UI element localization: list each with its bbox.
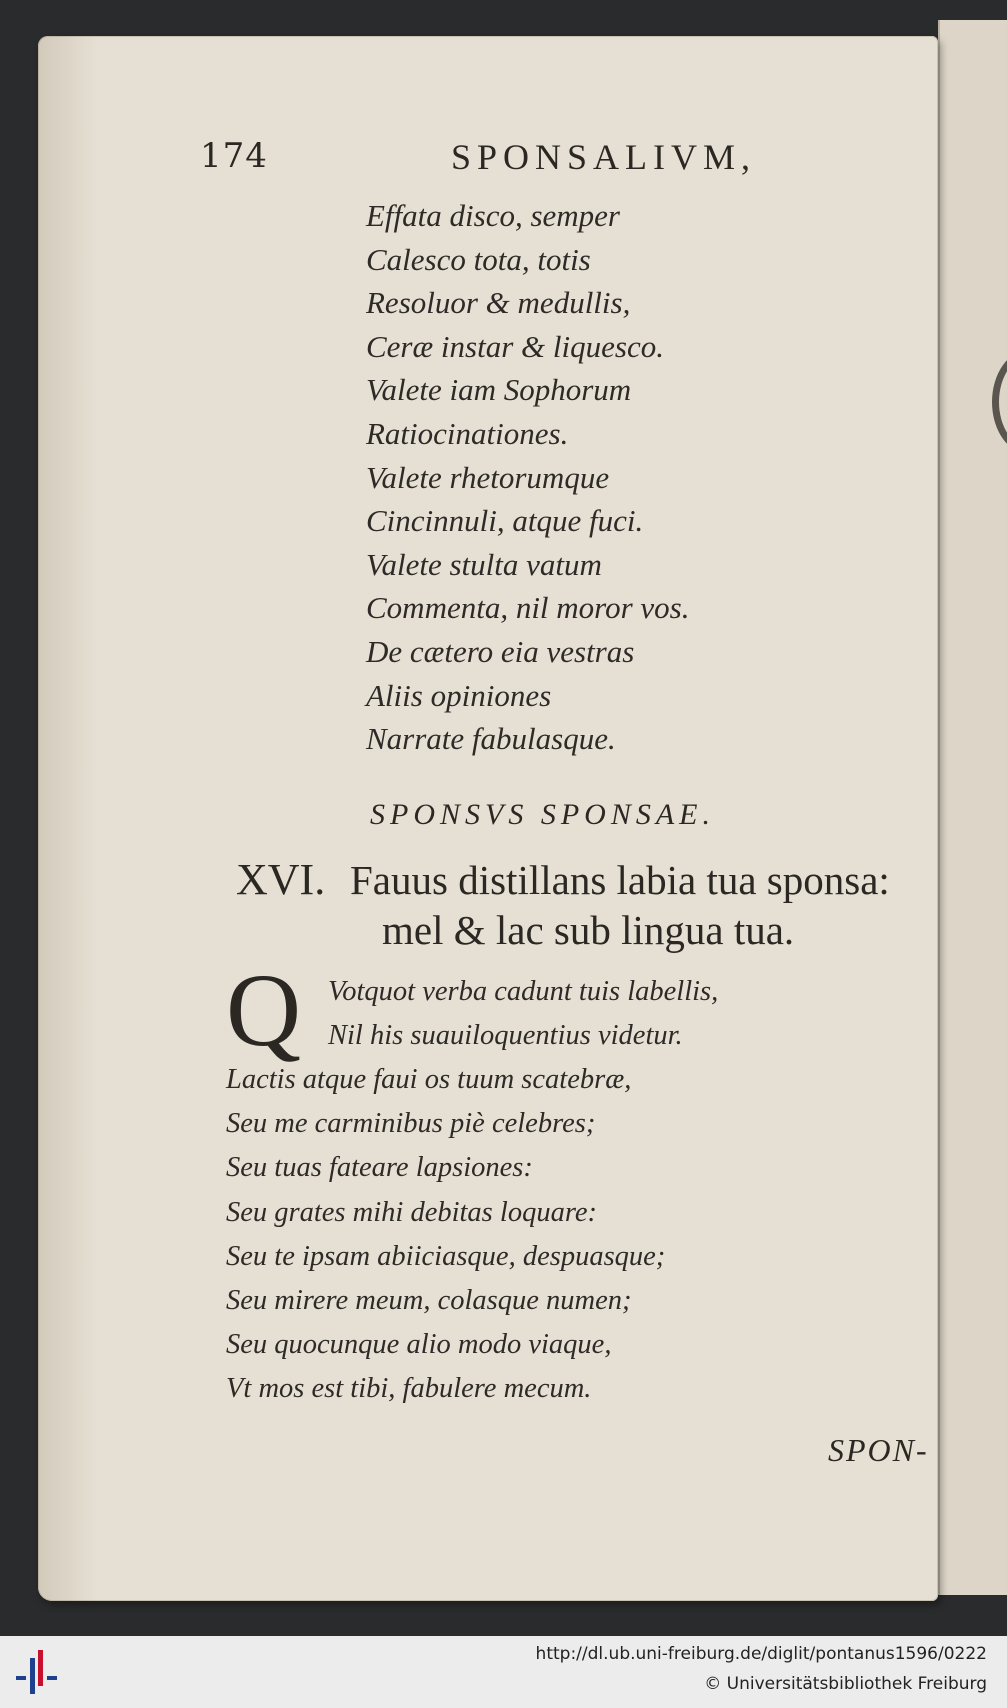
verse-line: Seu te ipsam abiiciasque, despuasque; [226, 1240, 666, 1272]
page-number: 174 [200, 136, 268, 176]
verse-line: Ratiocinationes. [366, 415, 569, 451]
drop-cap: Q [226, 953, 302, 1068]
verse-line: Valete stulta vatum [366, 546, 602, 582]
verse-block-2 [226, 1058, 665, 1412]
footer-bar [0, 1636, 1007, 1708]
running-head [38, 136, 938, 186]
verse-line: Seu grates mihi debitas loquare: [226, 1196, 597, 1228]
running-title: SPONSALIVM, [451, 137, 757, 177]
library-logo-icon [16, 1650, 62, 1696]
verse-line: Valete iam Sophorum [366, 372, 632, 408]
item-text-line-2: mel & lac sub lingua tua. [382, 907, 795, 953]
verse-line: Ceræ instar & liquesco. [366, 328, 664, 364]
verse-line: Nil his suauiloquentius videtur. [328, 1020, 683, 1051]
book-page [38, 36, 938, 1601]
verse-line: Valete rhetorumque [366, 459, 610, 495]
verse-block-1 [366, 194, 690, 761]
verse-line: Resoluor & medullis, [366, 285, 631, 321]
verse-line: Seu mirere meum, colasque numen; [226, 1285, 632, 1317]
verse-line: Effata disco, semper [366, 198, 620, 233]
adjacent-page-initial [992, 350, 1007, 454]
verse-line: Votquot verba cadunt tuis labellis, [328, 976, 719, 1007]
verse-line: Vt mos est tibi, fabulere mecum. [226, 1373, 592, 1405]
adjacent-page-edge [938, 20, 1007, 1595]
catchword: SPON- [828, 1432, 929, 1468]
copyright-notice: © Universitätsbibliothek Freiburg [704, 1674, 987, 1694]
permalink-url[interactable]: http://dl.ub.uni-freiburg.de/diglit/pontanus1596/0222 [535, 1644, 987, 1664]
item-text-line-1: Fauus distillans labia tua sponsa: [350, 857, 890, 903]
verse-line: Narrate fabulasque. [366, 721, 616, 757]
verse-line: De cætero eia vestras [366, 633, 635, 669]
verse-line: Seu quocunque alio modo viaque, [226, 1329, 612, 1361]
verse-line: Aliis opiniones [366, 677, 552, 713]
section-heading: SPONSVS SPONSAE. [370, 798, 715, 831]
verse-block-2-opening [328, 970, 718, 1058]
verse-line: Cincinnuli, atque fuci. [366, 503, 644, 539]
verse-line: Seu me carminibus piè celebres; [226, 1108, 596, 1140]
verse-line: Commenta, nil moror vos. [366, 590, 690, 626]
item-numeral: XVI. [236, 855, 326, 904]
verse-line: Calesco tota, totis [366, 241, 591, 277]
verse-line: Seu tuas fateare lapsiones: [226, 1152, 533, 1184]
verse-line: Lactis atque faui os tuum scatebræ, [226, 1064, 632, 1095]
